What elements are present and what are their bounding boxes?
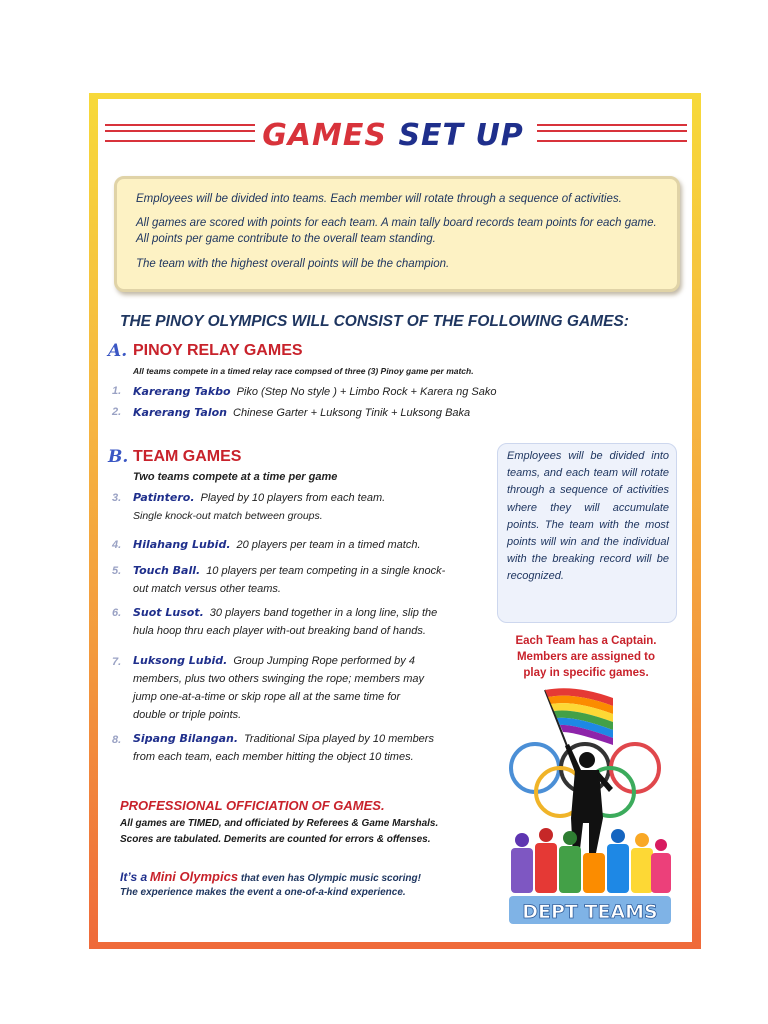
item-number: 6. <box>112 607 122 619</box>
title-rule-right <box>537 124 687 142</box>
rainbow-flag-icon <box>545 688 613 746</box>
game-desc-line: Group Jumping Rope performed by 4 <box>233 655 415 667</box>
item-number: 3. <box>112 492 122 504</box>
section-a-note: All teams compete in a timed relay race compsed of three (3) Pinoy game per match. <box>133 366 474 376</box>
game-item-suot-lusot <box>133 604 437 640</box>
team-info-text: Employees will be divided into teams, and each team will rotate through a sequence of activities where they will accumulate points. The team with the most points will win and the individual with the breaking record will be recognized. <box>507 450 669 583</box>
games-heading: THE PINOY OLYMPICS WILL CONSIST OF THE FOLLOWING GAMES: <box>120 313 629 330</box>
game-name: Suot Lusot. <box>133 606 204 619</box>
officiation-line: All games are TIMED, and officiated by Referees & Game Marshals. <box>120 818 439 829</box>
game-desc-line: Played by 10 players from each team. <box>200 492 386 504</box>
game-desc-line: 20 players per team in a timed match. <box>236 539 421 551</box>
section-b-subtitle: Two teams compete at a time per game <box>133 471 338 483</box>
captain-line: Each Team has a Captain. <box>515 635 657 647</box>
game-desc-line: jump one-at-a-time or skip rope all at the same time for <box>133 691 401 703</box>
team-info-box <box>497 443 677 623</box>
game-desc-line: members, plus two others swinging the rope; members may <box>133 673 425 685</box>
game-item-karerang-takbo <box>133 385 496 398</box>
game-desc-line: from each team, each member hitting the object 10 times. <box>133 751 414 763</box>
dept-teams-label: DEPT TEAMS <box>522 901 658 923</box>
game-desc-line: 10 players per team competing in a single knock- <box>206 565 446 577</box>
section-a-title: PINOY RELAY GAMES <box>133 342 303 359</box>
section-b-letter: B. <box>108 447 129 467</box>
game-name: Karerang Talon <box>133 406 227 419</box>
mini-prefix: It’s a <box>120 870 148 884</box>
item-number: 4. <box>112 539 122 551</box>
game-item-patintero <box>133 489 385 525</box>
game-desc: Piko (Step No style ) + Limbo Rock + Karera ng Sako <box>236 386 497 398</box>
game-item-sipang-bilangan <box>133 730 434 766</box>
section-b-title: TEAM GAMES <box>133 448 242 465</box>
intro-paragraph-2: All games are scored with points for each team. A main tally board records team points for each game. All points per game contribute to the overall team standing. <box>136 217 657 245</box>
captain-line: Members are assigned to <box>516 651 656 663</box>
game-desc-line: 30 players band together in a long line, slip the <box>209 607 438 619</box>
item-number: 2. <box>112 406 122 418</box>
item-number: 1. <box>112 385 122 397</box>
game-name: Patintero. <box>133 491 195 504</box>
game-desc-line: out match versus other teams. <box>133 583 281 595</box>
game-desc-line: hula hoop thru each player with-out breaking band of hands. <box>133 625 426 637</box>
title-word-setup: SET UP <box>398 118 524 153</box>
item-number: 5. <box>112 565 122 577</box>
game-name: Touch Ball. <box>133 564 201 577</box>
intro-paragraph-1: Employees will be divided into teams. Each member will rotate through a sequence of activities. <box>136 193 622 205</box>
game-desc-line: double or triple points. <box>133 709 242 721</box>
item-number: 7. <box>112 656 122 668</box>
mini-suffix: that even has Olympic music scoring! <box>240 873 421 884</box>
mini-experience-line: The experience makes the event a one-of-a-kind experience. <box>120 887 406 898</box>
game-name: Sipang Bilangan. <box>133 732 239 745</box>
captain-line: play in specific games. <box>523 667 649 679</box>
title-rule-left <box>105 124 255 142</box>
intro-paragraph-3: The team with the highest overall points will be the champion. <box>136 258 450 270</box>
mini-olympics-line <box>120 869 421 884</box>
title-word-games: GAMES <box>262 118 387 153</box>
game-desc: Chinese Garter + Luksong Tinik + Luksong Baka <box>233 407 471 419</box>
game-name: Luksong Lubid. <box>133 654 228 667</box>
officiation-title: PROFESSIONAL OFFICIATION OF GAMES. <box>120 798 385 813</box>
section-a-letter: A. <box>108 341 128 361</box>
game-item-touch-ball <box>133 562 445 598</box>
olympic-team-illustration <box>505 688 675 928</box>
page-title <box>258 118 528 153</box>
game-name: Karerang Takbo <box>133 385 231 398</box>
intro-box <box>114 176 680 292</box>
game-item-karerang-talon <box>133 406 470 419</box>
game-desc-line: Traditional Sipa played by 10 members <box>244 733 434 745</box>
officiation-line: Scores are tabulated. Demerits are counted for errors & offenses. <box>120 834 431 845</box>
captain-note <box>497 633 675 681</box>
game-item-hilahang-lubid <box>133 536 421 554</box>
item-number: 8. <box>112 734 122 746</box>
mini-brand: Mini Olympics <box>149 869 239 884</box>
game-name: Hilahang Lubid. <box>133 538 231 551</box>
game-desc-line: Single knock-out match between groups. <box>133 510 323 522</box>
game-item-luksong-lubid <box>133 652 424 724</box>
